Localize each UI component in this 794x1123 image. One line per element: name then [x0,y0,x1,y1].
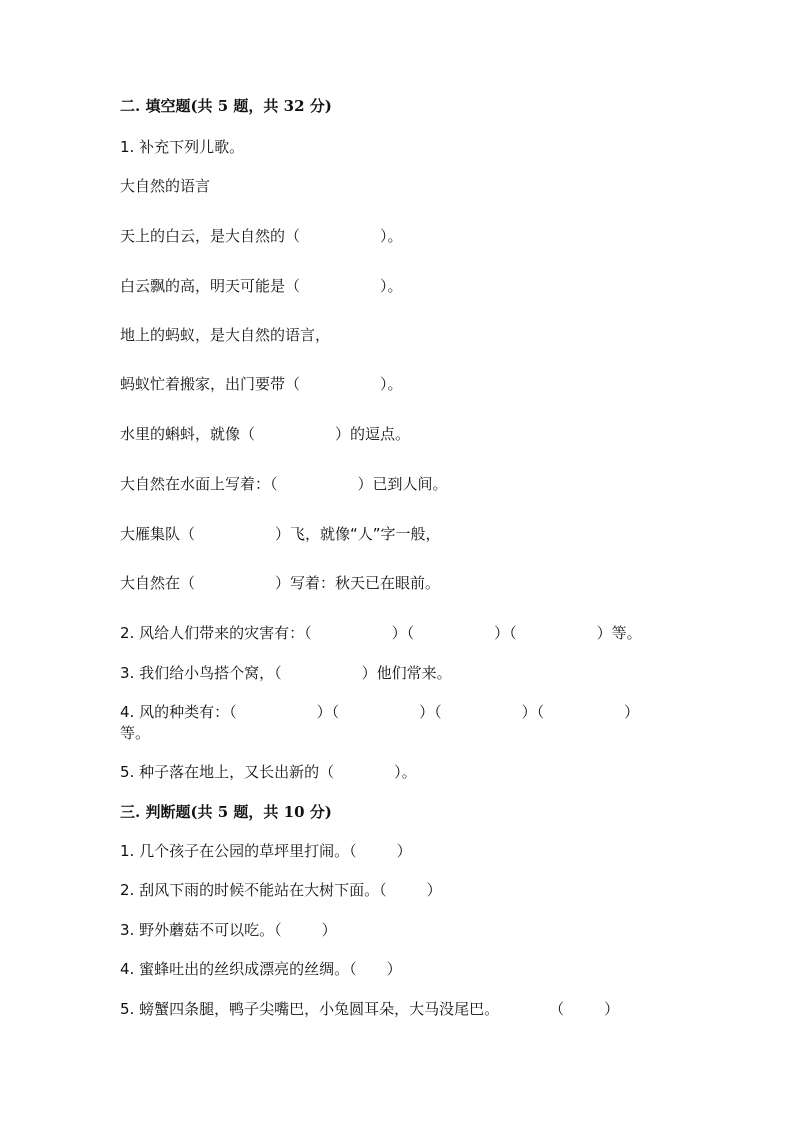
q-text: 3. 我们给小鸟搭个窝，（ [120,664,282,682]
line-text: 大自然在（ [120,574,196,592]
q-text: ）等。 [596,624,642,642]
line-text: ）。 [380,277,403,295]
q-text: 5. 种子落在地上，又长出新的（ [120,763,335,781]
question-2 [120,623,642,643]
q-text: ） [321,921,337,939]
line-text: ）写着：秋天已在眼前。 [275,574,441,592]
line-text: ）已到人间。 [357,475,448,493]
q-text: ） [426,881,442,899]
poem-line-3: 地上的蚂蚁，是大自然的语言， [120,326,331,344]
line-text: 大自然在水面上写着：（ [120,475,278,493]
q-text: 1. 几个孩子在公园的草坪里打闹。（ [120,842,357,860]
q-text: ） [386,960,402,978]
q-text: 2. 刮风下雨的时候不能站在大树下面。（ [120,881,387,899]
poem-line-5 [120,424,410,444]
poem-line-8 [120,573,440,593]
poem-title: 大自然的语言 [120,177,211,195]
line-text: 蚂蚁忙着搬家，出门要带（ [120,375,301,393]
question-5 [120,762,417,782]
q-text: ） [604,1000,620,1018]
section-heading-true-false: 三. 判断题(共 5 题，共 10 分) [120,803,332,821]
question-4 [120,702,639,722]
q-text: ）他们常来。 [361,664,452,682]
tf-question-1 [120,841,412,861]
q-text: ）。 [394,763,417,781]
q-text: ） [396,842,412,860]
line-text: ）飞，就像“人”字一般， [275,525,441,543]
tf-question-2 [120,880,442,900]
tf-question-3 [120,920,337,940]
line-text: 天上的白云，是大自然的（ [120,227,301,245]
poem-line-1 [120,226,403,246]
tf-question-5 [120,999,619,1019]
q-text: 3. 野外蘑菇不可以吃。（ [120,921,282,939]
q-text: ） [624,703,640,721]
q-text: ）（ [521,703,545,721]
line-text: 白云飘的高，明天可能是（ [120,277,301,295]
q-text: （ [549,1000,565,1018]
q-text: 4. 蜜蜂吐出的丝织成漂亮的丝绸。（ [120,960,357,978]
tf-question-4 [120,959,402,979]
line-text: ）的逗点。 [335,425,411,443]
q-text: ）（ [494,624,517,642]
line-text: ）。 [380,375,403,393]
poem-line-4 [120,374,403,394]
poem-line-2 [120,276,403,296]
line-text: 水里的蝌蚪，就像（ [120,425,256,443]
q-text: 4. 风的种类有：（ [120,703,237,721]
question-4-end: 等。 [120,724,151,742]
q-text: 2. 风给人们带来的灾害有：（ [120,624,312,642]
section-heading-fill-blank: 二. 填空题(共 5 题，共 32 分) [120,97,332,115]
q-text: ）（ [316,703,340,721]
q-text: ）（ [419,703,442,721]
poem-line-6 [120,474,448,494]
line-text: ）。 [380,227,403,245]
line-text: 大雁集队（ [120,525,196,543]
q-text: ）（ [391,624,415,642]
q-text: 5. 螃蟹四条腿，鸭子尖嘴巴，小兔圆耳朵，大马没尾巴。 [120,1000,500,1018]
question-1-prompt: 1. 补充下列儿歌。 [120,138,245,156]
question-3 [120,663,452,683]
poem-line-7 [120,524,441,544]
